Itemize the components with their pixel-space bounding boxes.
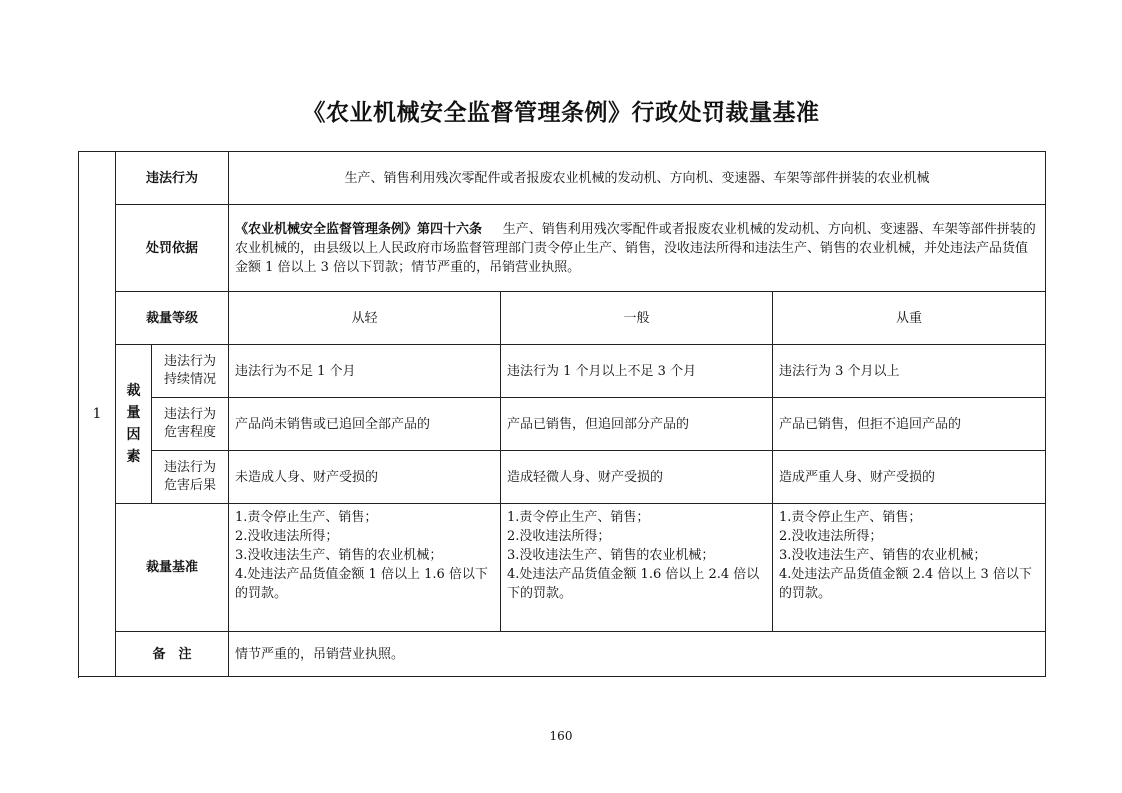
levels-row (79, 292, 1046, 345)
basis-text: 生产、销售利用残次零配件或者报废农业机械的发动机、方向机、变速器、车架等部件拼装的农业机械的，由县级以上人民政府市场监督管理部门责令停止生产、销售，没收违法所得和违法生产、销售的农业机械，并处违法产品货值金额 1 倍以上 3 倍以下罚款；情节严重的，吊销营业执照。 (235, 221, 1036, 275)
factor-duration-light: 违法行为不足 1 个月 (229, 345, 501, 398)
factor-harm-consequence-heavy: 造成严重人身、财产受损的 (773, 451, 1046, 504)
remarks-text: 情节严重的，吊销营业执照。 (229, 632, 1046, 677)
standard-light (229, 504, 501, 632)
list-item: 2.没收违法所得； (779, 529, 883, 544)
standard-row (79, 504, 1046, 632)
level-heavy: 从重 (773, 292, 1046, 345)
list-item: 4.处违法产品货值金额 1 倍以上 1.6 倍以下的罚款。 (235, 567, 488, 601)
level-normal: 一般 (501, 292, 773, 345)
remarks-row (79, 632, 1046, 677)
list-item: 3.没收违法生产、销售的农业机械； (235, 548, 443, 563)
basis-row (79, 205, 1046, 292)
standard-normal (501, 504, 773, 632)
factor-harm-degree-heavy: 产品已销售，但拒不追回产品的 (773, 398, 1046, 451)
factor-name-harm-degree: 违法行为 危害程度 (152, 398, 229, 451)
factor-row-harm-consequence (79, 451, 1046, 504)
list-item: 3.没收违法生产、销售的农业机械； (779, 548, 987, 563)
list-item: 4.处违法产品货值金额 2.4 倍以上 3 倍以下的罚款。 (779, 567, 1032, 601)
standard-label: 裁量基准 (116, 504, 229, 632)
list-item: 1.责令停止生产、销售； (779, 510, 922, 525)
violation-text: 生产、销售利用残次零配件或者报废农业机械的发动机、方向机、变速器、车架等部件拼装的农业机械 (229, 152, 1046, 205)
basis-law-name: 《农业机械安全监督管理条例》第四十六条 (235, 221, 483, 237)
list-item: 2.没收违法所得； (235, 529, 339, 544)
factor-harm-consequence-normal: 造成轻微人身、财产受损的 (501, 451, 773, 504)
list-item: 1.责令停止生产、销售； (235, 510, 378, 525)
factor-duration-normal: 违法行为 1 个月以上不足 3 个月 (501, 345, 773, 398)
row-number: 1 (79, 152, 116, 677)
standard-heavy (773, 504, 1046, 632)
list-item: 1.责令停止生产、销售； (507, 510, 650, 525)
factor-row-duration (79, 345, 1046, 398)
list-item: 4.处违法产品货值金额 1.6 倍以上 2.4 倍以下的罚款。 (507, 567, 760, 601)
factor-row-harm-degree (79, 398, 1046, 451)
page-number: 160 (549, 729, 573, 743)
factor-duration-heavy: 违法行为 3 个月以上 (773, 345, 1046, 398)
factor-harm-consequence-light: 未造成人身、财产受损的 (229, 451, 501, 504)
list-item: 3.没收违法生产、销售的农业机械； (507, 548, 715, 563)
factors-label: 裁 量 因 素 (116, 345, 152, 504)
factor-name-harm-consequence: 违法行为 危害后果 (152, 451, 229, 504)
penalty-discretion-table (78, 151, 1046, 677)
basis-label: 处罚依据 (116, 205, 229, 292)
list-item: 2.没收违法所得； (507, 529, 611, 544)
violation-row (79, 152, 1046, 205)
violation-label: 违法行为 (116, 152, 229, 205)
remarks-label: 备 注 (116, 632, 229, 677)
levels-label: 裁量等级 (116, 292, 229, 345)
factor-name-duration: 违法行为 持续情况 (152, 345, 229, 398)
basis-cell (229, 205, 1046, 292)
level-light: 从轻 (229, 292, 501, 345)
document-title: 《农业机械安全监督管理条例》行政处罚裁量基准 (302, 100, 820, 126)
factor-harm-degree-normal: 产品已销售，但追回部分产品的 (501, 398, 773, 451)
factor-harm-degree-light: 产品尚未销售或已追回全部产品的 (229, 398, 501, 451)
